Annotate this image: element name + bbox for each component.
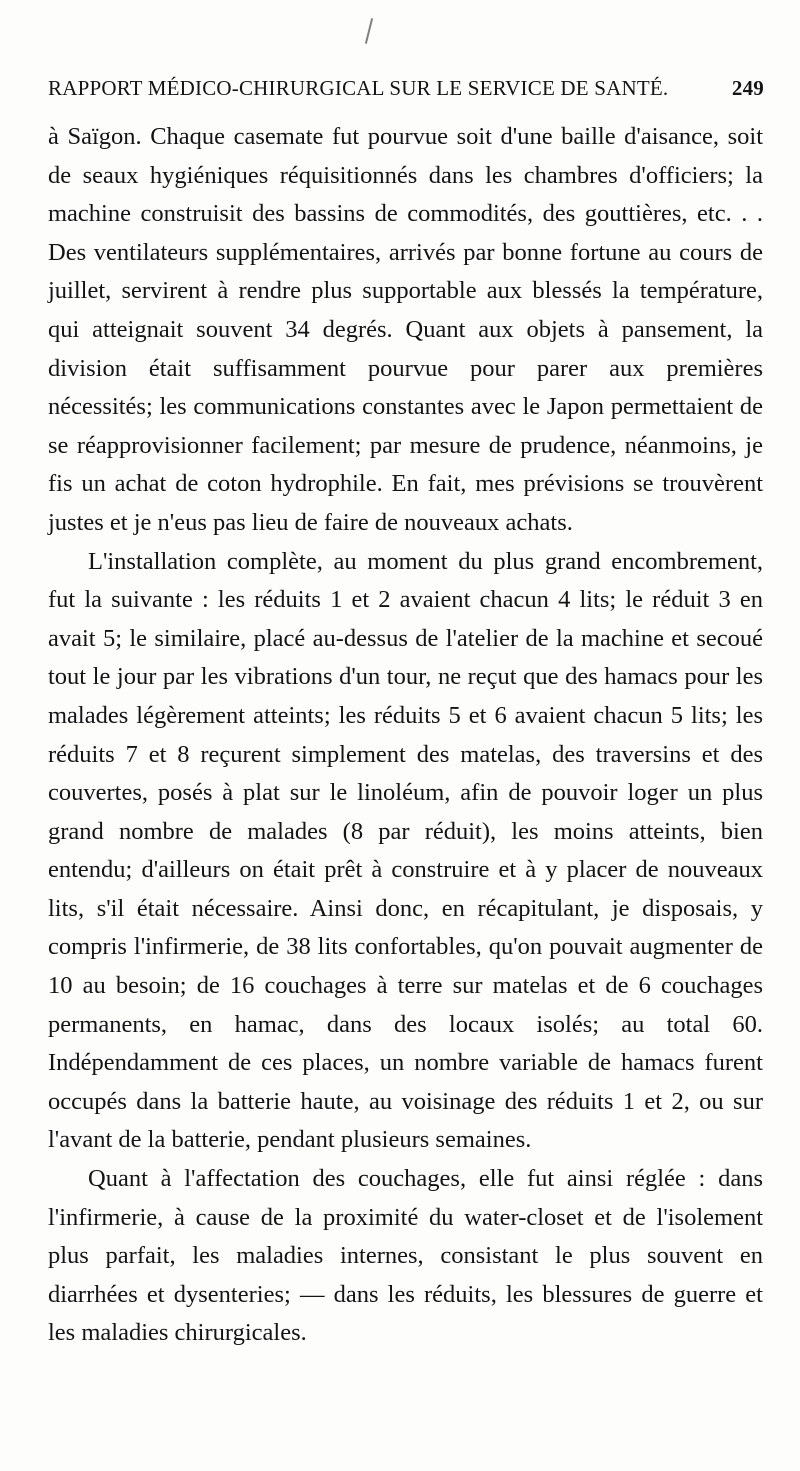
- running-title: RAPPORT MÉDICO-CHIRURGICAL SUR LE SERVICE DE SANTÉ.: [48, 76, 669, 100]
- paragraph-installation: L'installation complète, au moment du plus grand encombrement, fut la suivante : les réduits 1 et 2 avaient chacun 4 lits; le réduit 3 en avait 5; le similaire, placé au-dessus de l'atelier de la machine et secoué tout le jour par les vibrations d'un tour, ne reçut que des hamacs pour les malades légèrement atteints; les réduits 5 et 6 avaient chacun 5 lits; les réduits 7 et 8 reçurent simplement des matelas, des traversins et des couvertes, posés à plat sur le linoléum, afin de pouvoir loger un plus grand nombre de malades (8 par réduit), les moins atteints, bien entendu; d'ailleurs on était prêt à construire et à y placer de nouveaux lits, s'il était nécessaire. Ainsi donc, en récapitulant, je disposais, y compris l'infirmerie, de 38 lits confortables, qu'on pouvait augmenter de 10 au besoin; de 16 couchages à terre sur matelas et de 6 couchages permanents, en hamac, dans des locaux isolés; au total 60. Indépendamment de ces places, un nombre variable de hamacs furent occupés dans la batterie haute, au voisinage des réduits 1 et 2, ou sur l'avant de la batterie, pendant plusieurs semaines.: [48, 547, 763, 1154]
- page-number: 249: [731, 76, 764, 100]
- ink-mark: [365, 18, 373, 44]
- body-text: [48, 118, 763, 1353]
- running-header: [48, 76, 764, 110]
- paragraph-continuation: à Saïgon. Chaque casemate fut pourvue soit d'une baille d'aisance, soit de seaux hygiéniques réquisitionnés dans les chambres d'officiers; la machine construisit des bassins de commodités, des gouttières, etc. . . Des ventilateurs supplémentaires, arrivés par bonne fortune au cours de juillet, servirent à rendre plus supportable aux blessés la température, qui atteignait souvent 34 degrés. Quant aux objets à pansement, la division était suffisamment pourvue pour parer aux premières nécessités; les communications constantes avec le Japon permettaient de se réapprovisionner facilement; par mesure de prudence, néanmoins, je fis un achat de coton hydrophile. En fait, mes prévisions se trouvèrent justes et je n'eus pas lieu de faire de nouveaux achats.: [48, 123, 763, 536]
- paragraph-affectation: Quant à l'affectation des couchages, elle fut ainsi réglée : dans l'infirmerie, à cause de la proximité du water-closet et de l'isolement plus parfait, les maladies internes, consistant le plus souvent en diarrhées et dysenteries; — dans les réduits, les blessures de guerre et les maladies chirurgicales.: [48, 1165, 763, 1347]
